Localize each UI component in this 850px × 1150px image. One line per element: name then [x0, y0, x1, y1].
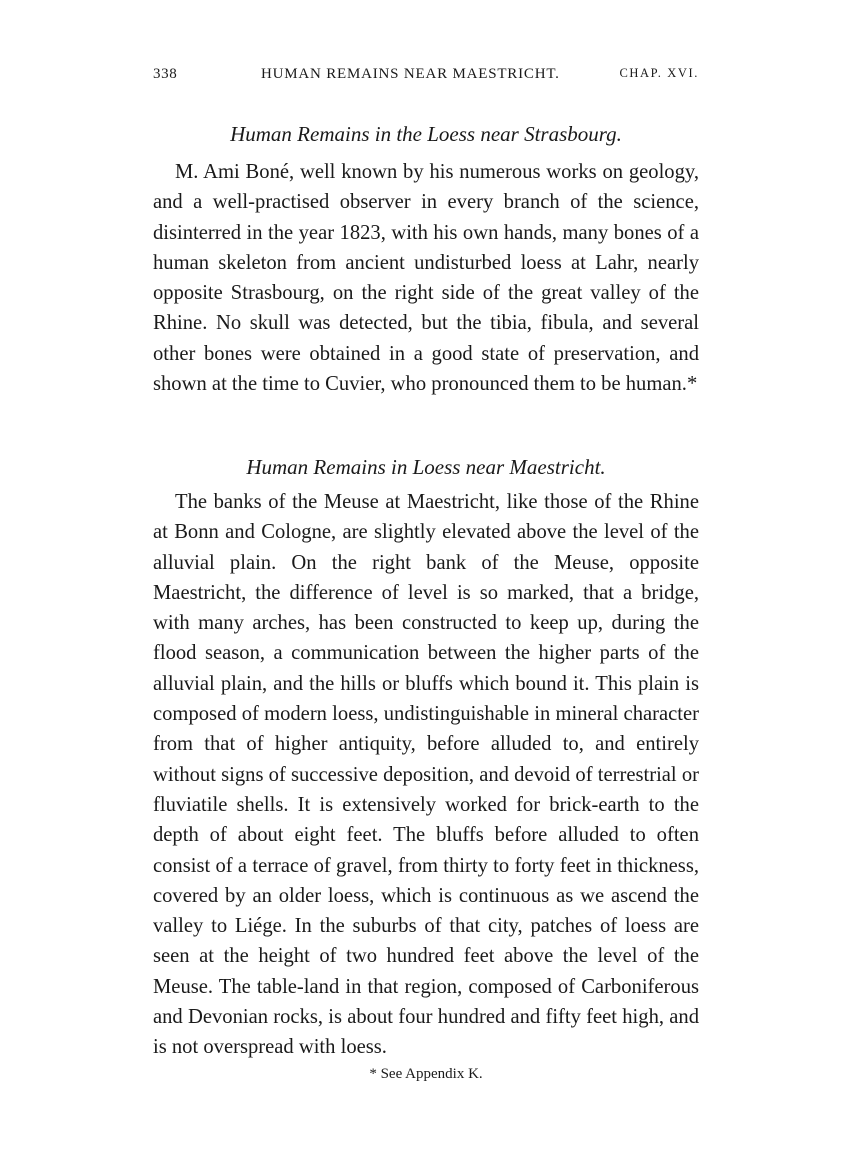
running-head — [153, 66, 699, 88]
chapter-label: CHAP. XVI. — [619, 66, 699, 80]
paragraph-maestricht: The banks of the Meuse at Maestricht, like those of the Rhine at Bonn and Cologne, are slightly elevated above the level of the alluvial plain. On the right bank of the Meuse, opposite Maestricht, the difference of level is so marked, that a bridge, with many arches, has been constructed to keep up, during the flood season, a communication between the higher parts of the alluvial plain, and the hills or bluffs which bound it. This plain is composed of modern loess, undistinguishable in mineral character from that of higher antiquity, before alluded to, and entirely without signs of successive deposition, and devoid of terrestrial or fluviatile shells. It is extensively worked for brick-earth to the depth of about eight feet. The bluffs before alluded to often consist of a terrace of gravel, from thirty to forty feet in thickness, covered by an older loess, which is continuous as we ascend the valley to Liége. In the suburbs of that city, patches of loess are seen at the height of two hundred feet above the level of the Meuse. The table-land in that region, composed of Carboniferous and Devonian rocks, is about four hundred and fifty feet high, and is not overspread with loess. — [153, 491, 699, 1059]
paragraph-strasbourg: M. Ami Boné, well known by his numerous works on geology, and a well-practised observer in every branch of the science, disinterred in the year 1823, with his own hands, many bones of a human skeleton from ancient undisturbed loess at Lahr, nearly opposite Strasbourg, on the right side of the great valley of the Rhine. No skull was detected, but the tibia, fibula, and several other bones were obtained in a good state of preservation, and shown at the time to Cuvier, who pronounced them to be human.* — [153, 161, 699, 396]
running-title: HUMAN REMAINS NEAR MAESTRICHT. — [261, 66, 560, 82]
section-heading-maestricht: Human Remains in Loess near Maestricht. — [246, 455, 606, 479]
footnote: * See Appendix K. — [369, 1066, 483, 1082]
page-number: 338 — [153, 66, 178, 82]
section-heading-strasbourg: Human Remains in the Loess near Strasbourg. — [230, 122, 622, 146]
